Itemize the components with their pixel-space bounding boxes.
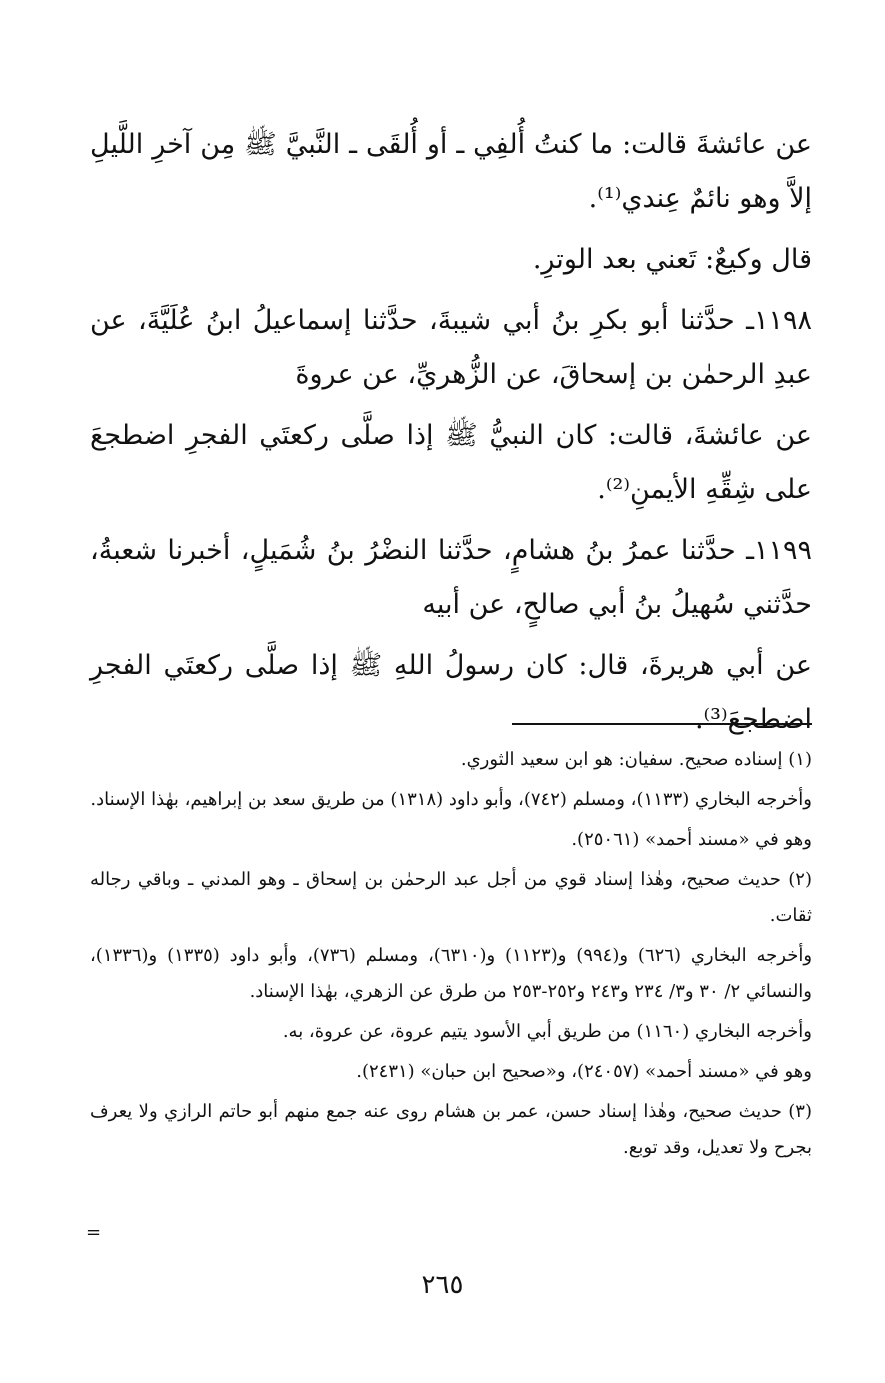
footnotes <box>90 742 812 1166</box>
hadith-1199-isnad: ١١٩٩ـ حدَّثنا عمرُ بنُ هشامٍ، حدَّثنا النضْرُ بنُ شُمَيلٍ، أخبرنا شعبةُ، حدَّثني سُهيلُ بنُ أبي صالحٍ، عن أبيه <box>90 535 812 620</box>
footnote-1: (١) إسناده صحيح. سفيان: هو ابن سعيد الثوري. <box>460 749 812 770</box>
footnote-divider <box>512 723 812 725</box>
footnote-3: (٣) حديث صحيح، وهٰذا إسناد حسن، عمر بن هشام روى عنه جمع منهم أبو حاتم الرازي ولا يعرف بجرح ولا تعديل، وقد توبع. <box>90 1101 812 1158</box>
footnote-2: (٢) حديث صحيح، وهٰذا إسناد قوي من أجل عبد الرحمٰن بن إسحاق ـ وهو المدني ـ وباقي رجاله ثقات. <box>90 869 812 926</box>
main-text <box>90 118 812 747</box>
main-paragraph-2: قال وكيعٌ: تَعني بعد الوترِ. <box>532 244 812 275</box>
footnote-1-takhrij: وأخرجه البخاري (١١٣٣)، ومسلم (٧٤٢)، وأبو داود (١٣١٨) من طريق سعد بن إبراهيم، بهٰذا الإسناد. <box>90 789 812 810</box>
page-number: ٢٦٥ <box>421 1270 464 1300</box>
continuation-mark: = <box>86 1222 102 1243</box>
footnote-2-takhrij: وأخرجه البخاري (٦٢٦) و(٩٩٤) و(١١٢٣) و(٦٣١٠)، ومسلم (٧٣٦)، وأبو داود (١٣٣٥) و(١٣٣٦)، والنسائي ٢/ ٣٠ و٣/ ٢٣٤ و٢٤٣ و٢٥٢-٢٥٣ من طرق عن الزهري، بهٰذا الإسناد. <box>90 945 813 1002</box>
hadith-1199-matn: عن أبي هريرةَ، قال: كان رسولُ اللهِ ﷺ إذا صلَّى ركعتَي الفجرِ اضطجعَ⁽³⁾. <box>90 650 812 735</box>
footnote-2-takhrij-2: وأخرجه البخاري (١١٦٠) من طريق أبي الأسود يتيم عروة، عن عروة، به. <box>282 1021 812 1042</box>
hadith-1198-matn: عن عائشةَ، قالت: كان النبيُّ ﷺ إذا صلَّى ركعتَي الفجرِ اضطجعَ على شِقِّهِ الأيمنِ⁽²⁾. <box>90 420 812 505</box>
hadith-1198-isnad: ١١٩٨ـ حدَّثنا أبو بكرِ بنُ أبي شيبةَ، حدَّثنا إسماعيلُ ابنُ عُلَيَّةَ، عن عبدِ الرحمٰن بن إسحاقَ، عن الزُّهريِّ، عن عروةَ <box>90 305 812 390</box>
main-paragraph-1: عن عائشةَ قالت: ما كنتُ أُلفِي ـ أو أُلقَى ـ النَّبيَّ ﷺ مِن آخرِ اللَّيلِ إلاَّ وهو نائمٌ عِندي⁽¹⁾. <box>90 129 812 214</box>
footnote-2-musnad: وهو في «مسند أحمد» (٢٤٠٥٧)، و«صحيح ابن حبان» (٢٤٣١). <box>356 1061 812 1082</box>
footnote-1-musnad: وهو في «مسند أحمد» (٢٥٠٦١). <box>571 829 812 850</box>
